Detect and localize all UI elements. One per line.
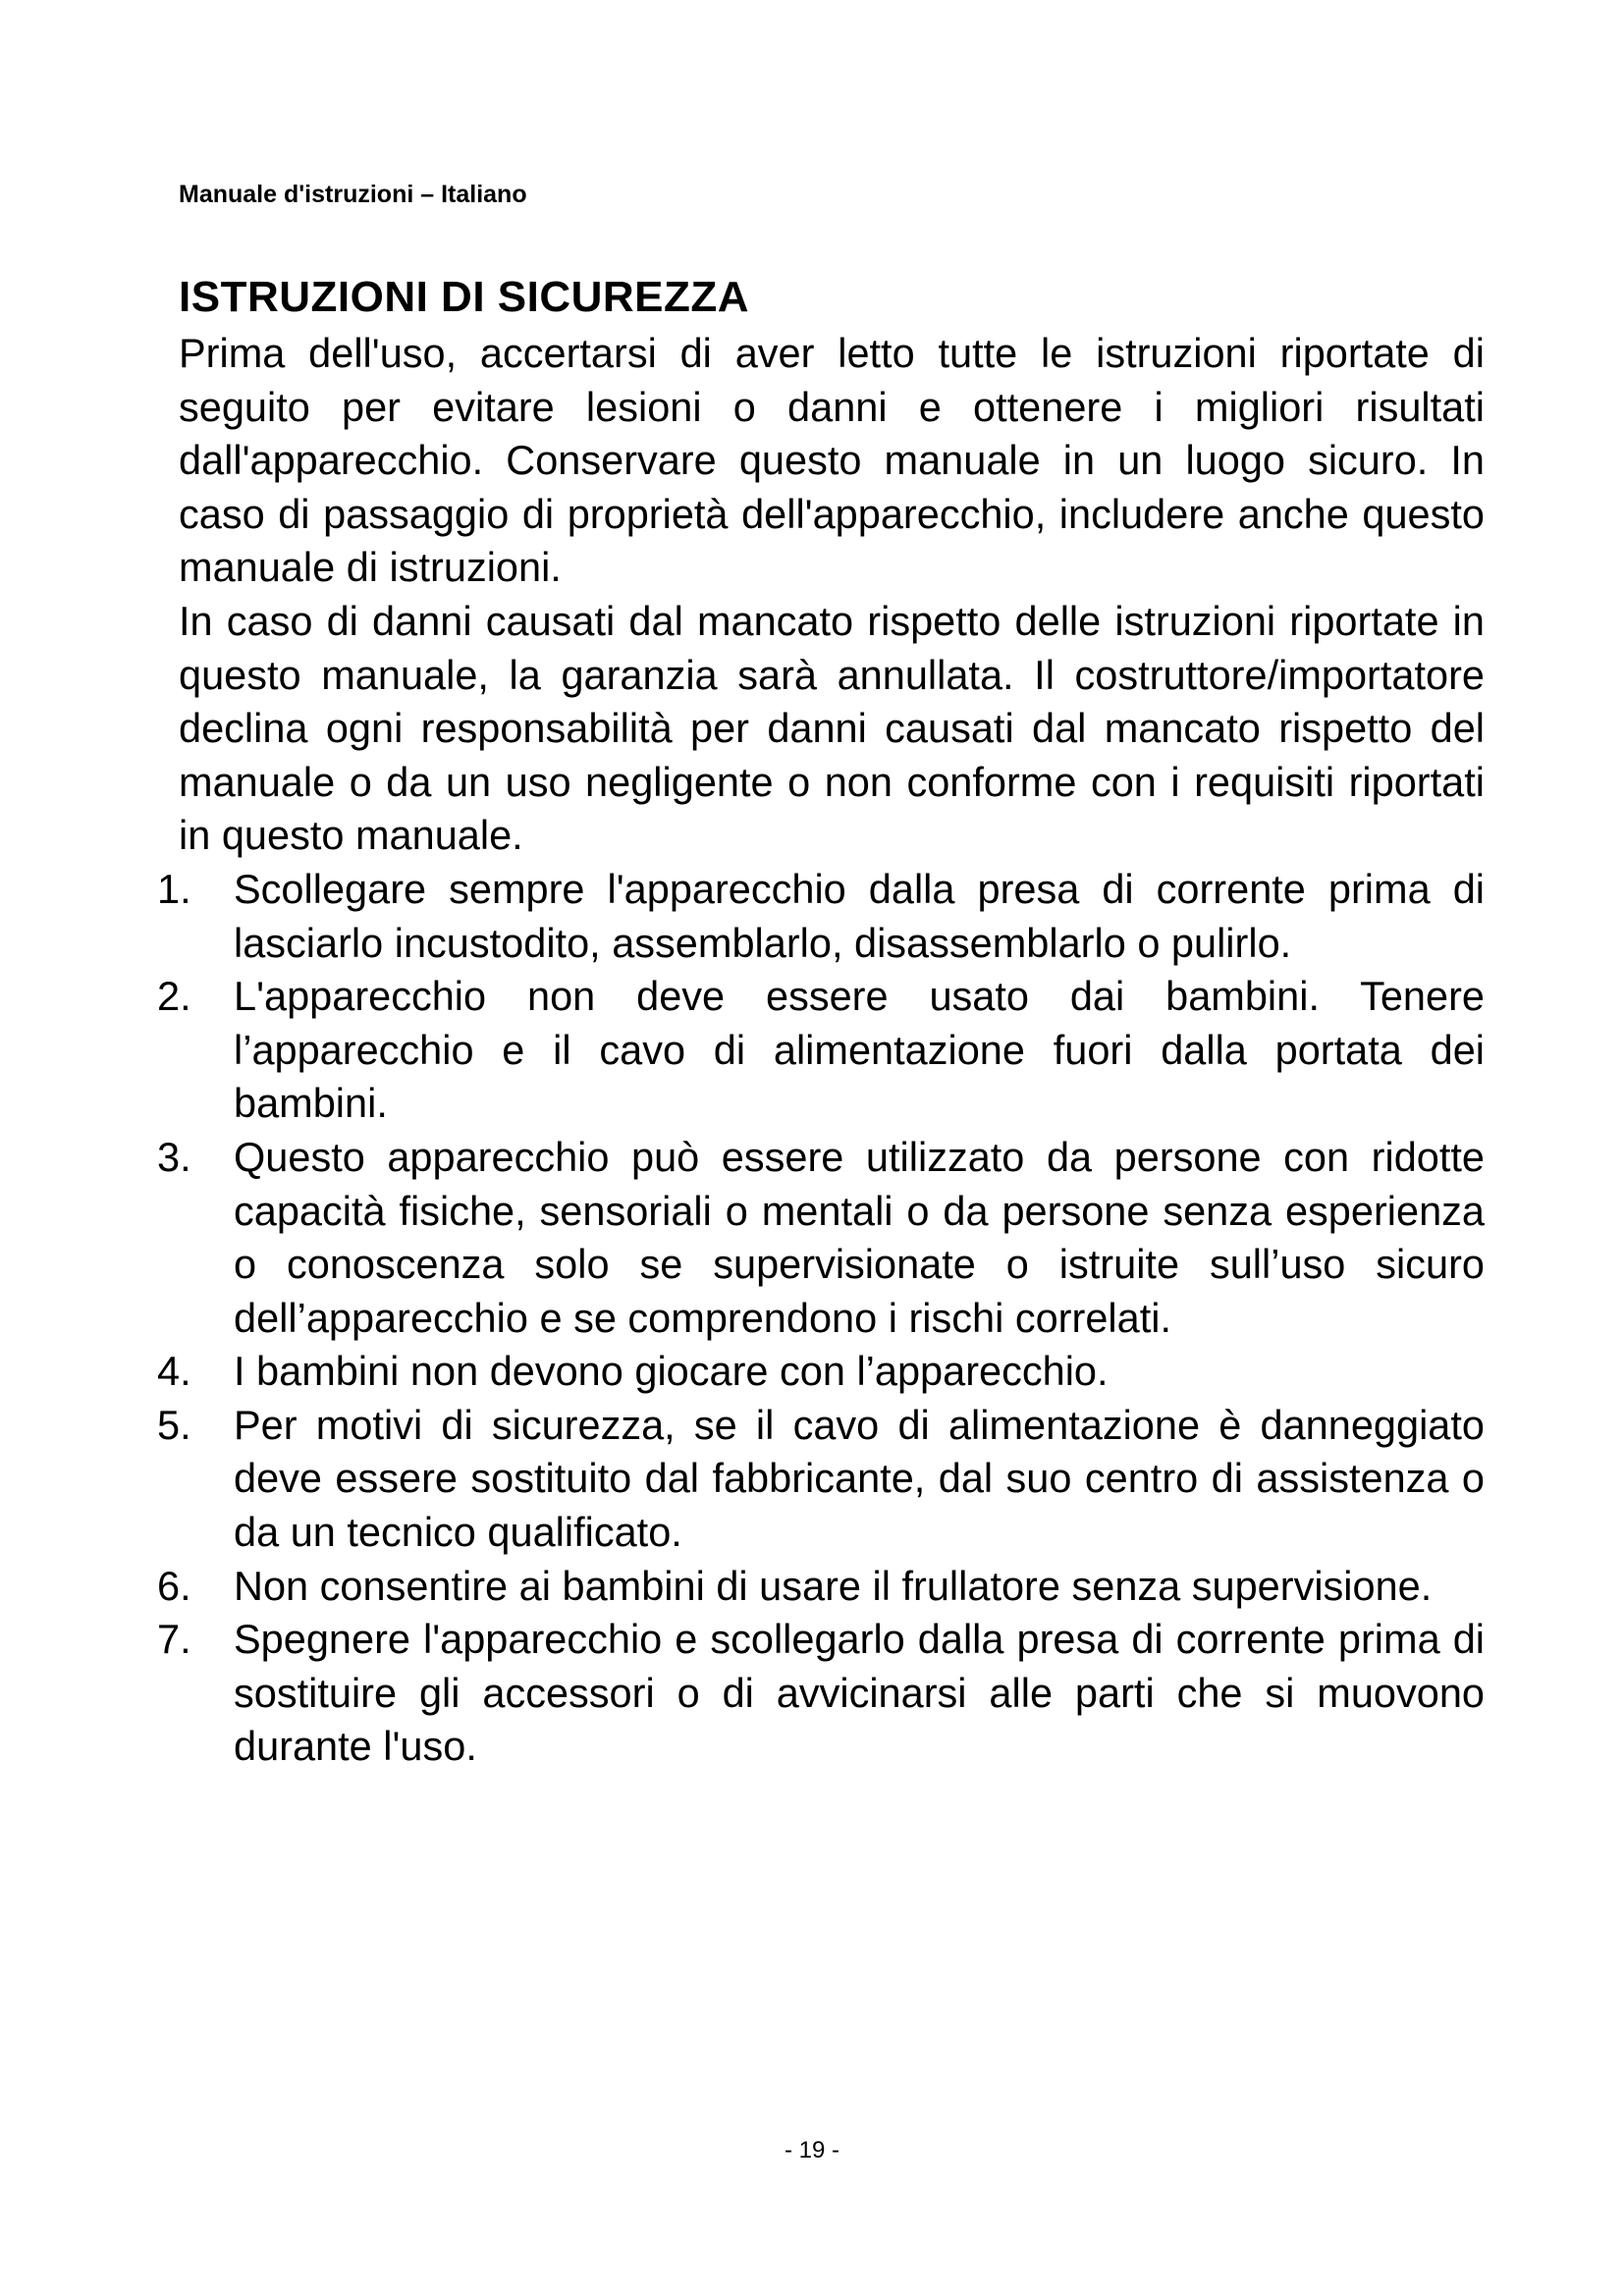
list-item-text: Per motivi di sicurezza, se il cavo di alimentazione è danneggiato deve essere sostituito dal fabbricante, dal suo centro di assistenza o da un tecnico qualificato. <box>234 1401 1485 1556</box>
list-item <box>157 1345 1485 1399</box>
list-item-number: 3. <box>157 1133 191 1180</box>
list-item-text: Scollegare sempre l'apparecchio dalla presa di corrente prima di lasciarlo incustodito, assemblarlo, disassemblarlo o pulirlo. <box>234 865 1485 966</box>
page-number: - 19 - <box>784 2137 839 2163</box>
list-item-number: 4. <box>157 1348 191 1395</box>
section-title: ISTRUZIONI DI SICUREZZA <box>179 273 750 321</box>
warranty-paragraph: In caso di danni causati dal mancato rispetto delle istruzioni riportate in questo manuale, la garanzia sarà annullata. Il costruttore/importatore declina ogni responsabilità per danni causati dal mancato rispetto del manuale o da un uso negligente o non conforme con i requisiti riportati in questo manuale. <box>179 597 1485 859</box>
list-item <box>157 1131 1485 1345</box>
list-item-text: Non consentire ai bambini di usare il frullatore senza supervisione. <box>234 1562 1433 1609</box>
list-item-text: L'apparecchio non deve essere usato dai bambini. Tenere l’apparecchio e il cavo di alimentazione fuori dalla portata dei bambini. <box>234 973 1485 1127</box>
running-header: Manuale d'istruzioni – Italiano <box>179 181 527 208</box>
list-item-number: 1. <box>157 865 191 912</box>
list-item-text: I bambini non devono giocare con l’apparecchio. <box>234 1348 1109 1395</box>
list-item-number: 5. <box>157 1401 191 1448</box>
list-item <box>157 1560 1485 1614</box>
safety-list <box>157 863 1485 1774</box>
safety-instructions-section <box>157 270 1485 1774</box>
list-item <box>157 1399 1485 1560</box>
list-item <box>157 1613 1485 1774</box>
list-item-number: 6. <box>157 1562 191 1609</box>
list-item-number: 2. <box>157 973 191 1020</box>
list-item <box>157 970 1485 1131</box>
list-item-number: 7. <box>157 1616 191 1663</box>
list-item-text: Questo apparecchio può essere utilizzato da persone con ridotte capacità fisiche, sensoriali o mentali o da persone senza esperienza o conoscenza solo se supervisionate o istruite sull’uso sicuro dell’apparecchio e se comprendono i rischi correlati. <box>234 1133 1485 1341</box>
intro-paragraph: Prima dell'uso, accertarsi di aver letto tutte le istruzioni riportate di seguito per evitare lesioni o danni e ottenere i migliori risultati dall'apparecchio. Conservare questo manuale in un luogo sicuro. In caso di passaggio di proprietà dell'apparecchio, includere anche questo manuale di istruzioni. <box>179 330 1485 591</box>
list-item-text: Spegnere l'apparecchio e scollegarlo dalla presa di corrente prima di sostituire gli accessori o di avvicinarsi alle parti che si muovono durante l'uso. <box>234 1616 1485 1770</box>
list-item <box>157 863 1485 970</box>
